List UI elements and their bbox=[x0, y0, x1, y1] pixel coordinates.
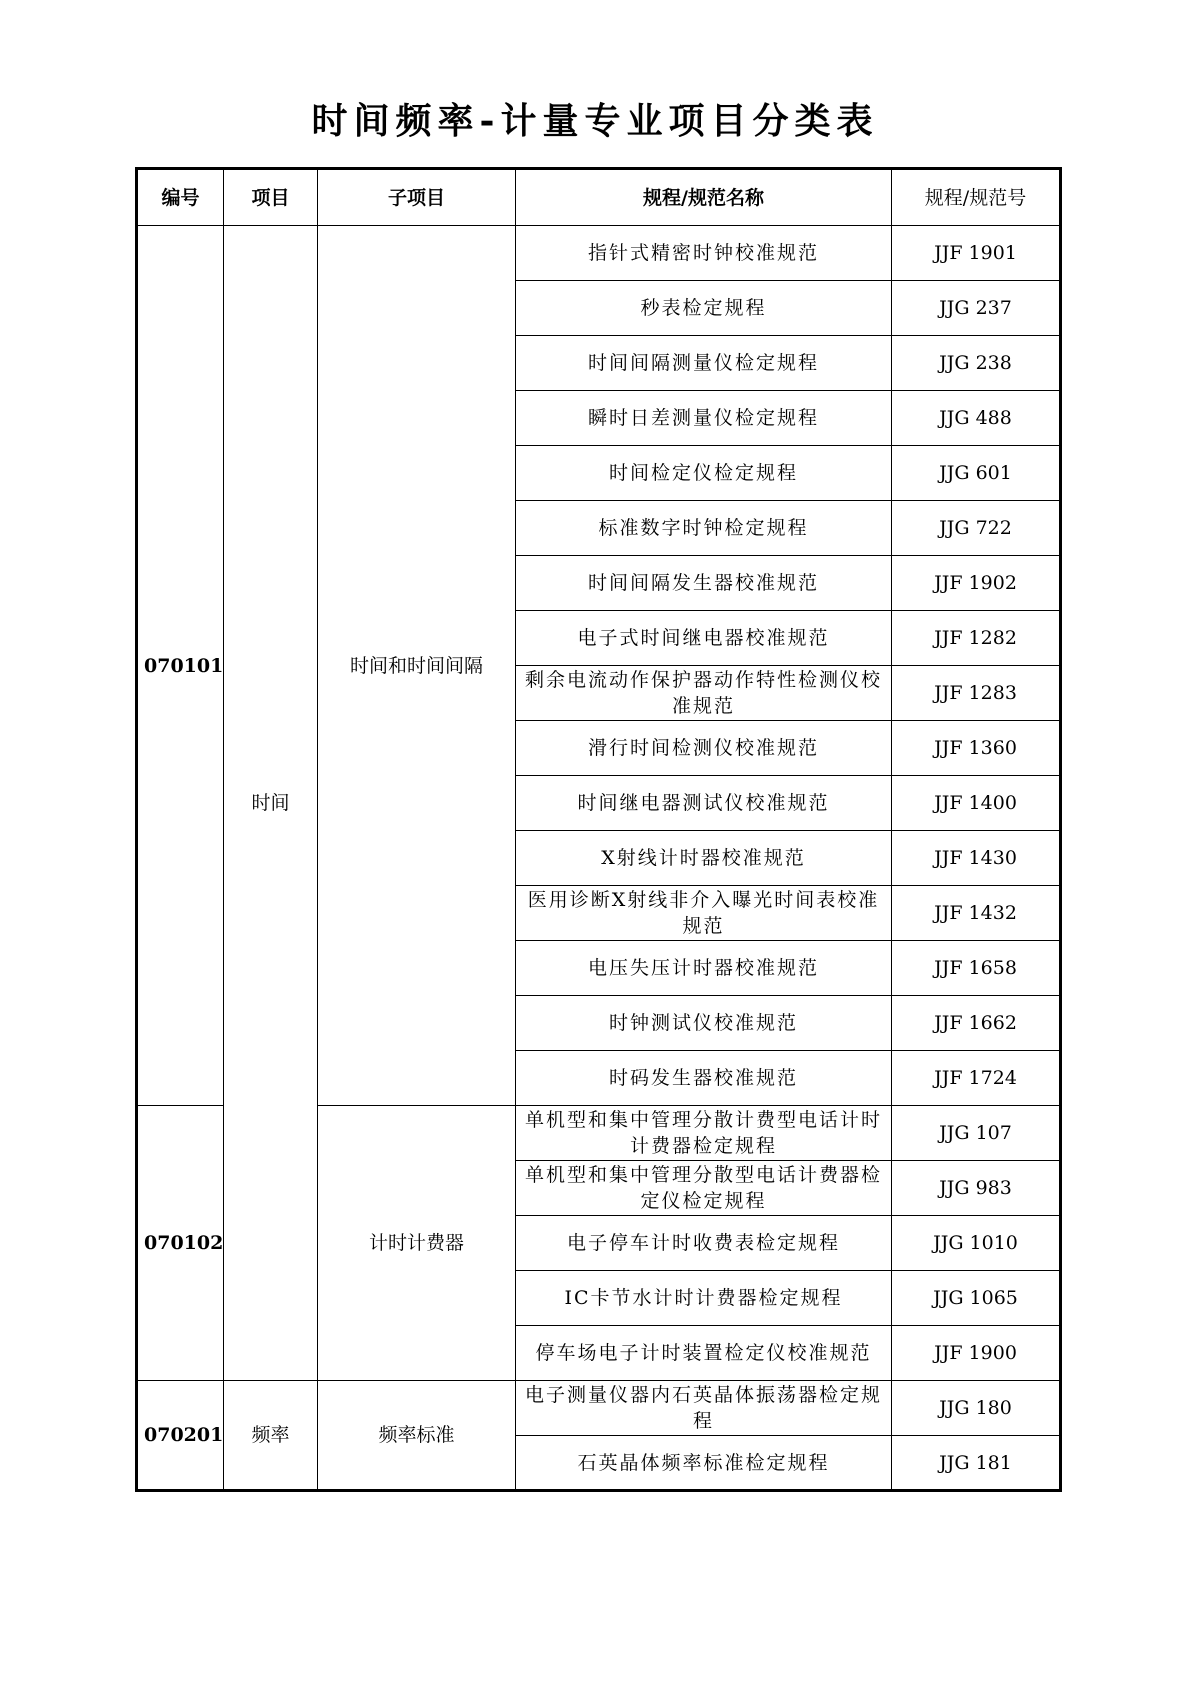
spec-name-cell: 时间间隔发生器校准规范 bbox=[516, 556, 892, 611]
header-code: 编号 bbox=[137, 169, 224, 226]
spec-name-cell: 停车场电子计时装置检定仪校准规范 bbox=[516, 1326, 892, 1381]
spec-name-cell: 电压失压计时器校准规范 bbox=[516, 941, 892, 996]
spec-number-cell: JJF 1724 bbox=[892, 1051, 1061, 1106]
header-subitem: 子项目 bbox=[318, 169, 516, 226]
header-name: 规程/规范名称 bbox=[516, 169, 892, 226]
spec-name-cell: 秒表检定规程 bbox=[516, 281, 892, 336]
spec-number-cell: JJF 1430 bbox=[892, 831, 1061, 886]
code-cell: 070101 bbox=[137, 226, 224, 1106]
spec-number-cell: JJG 722 bbox=[892, 501, 1061, 556]
spec-number-cell: JJG 601 bbox=[892, 446, 1061, 501]
spec-number-cell: JJF 1283 bbox=[892, 666, 1061, 721]
spec-name-cell: 剩余电流动作保护器动作特性检测仪校准规范 bbox=[516, 666, 892, 721]
spec-number-cell: JJG 1010 bbox=[892, 1216, 1061, 1271]
spec-number-cell: JJG 237 bbox=[892, 281, 1061, 336]
item-cell: 时间 bbox=[224, 226, 318, 1381]
spec-number-cell: JJG 488 bbox=[892, 391, 1061, 446]
spec-number-cell: JJF 1658 bbox=[892, 941, 1061, 996]
spec-number-cell: JJF 1360 bbox=[892, 721, 1061, 776]
header-row bbox=[137, 169, 1061, 226]
spec-name-cell: X射线计时器校准规范 bbox=[516, 831, 892, 886]
table-row bbox=[137, 1381, 1061, 1436]
subitem-cell: 时间和时间间隔 bbox=[318, 226, 516, 1106]
spec-name-cell: 指针式精密时钟校准规范 bbox=[516, 226, 892, 281]
header-number: 规程/规范号 bbox=[892, 169, 1061, 226]
subitem-cell: 频率标准 bbox=[318, 1381, 516, 1491]
table-row bbox=[137, 226, 1061, 281]
spec-name-cell: 时钟测试仪校准规范 bbox=[516, 996, 892, 1051]
item-cell: 频率 bbox=[224, 1381, 318, 1491]
spec-name-cell: 滑行时间检测仪校准规范 bbox=[516, 721, 892, 776]
spec-name-cell: 时间检定仪检定规程 bbox=[516, 446, 892, 501]
spec-name-cell: 石英晶体频率标准检定规程 bbox=[516, 1436, 892, 1491]
spec-number-cell: JJF 1662 bbox=[892, 996, 1061, 1051]
spec-number-cell: JJG 181 bbox=[892, 1436, 1061, 1491]
spec-number-cell: JJF 1432 bbox=[892, 886, 1061, 941]
spec-name-cell: 时码发生器校准规范 bbox=[516, 1051, 892, 1106]
spec-name-cell: 时间继电器测试仪校准规范 bbox=[516, 776, 892, 831]
page-title: 时间频率-计量专业项目分类表 bbox=[311, 100, 879, 142]
spec-number-cell: JJG 1065 bbox=[892, 1271, 1061, 1326]
spec-name-cell: 时间间隔测量仪检定规程 bbox=[516, 336, 892, 391]
header-item: 项目 bbox=[224, 169, 318, 226]
subitem-cell: 计时计费器 bbox=[318, 1106, 516, 1381]
spec-number-cell: JJF 1400 bbox=[892, 776, 1061, 831]
code-cell: 070201 bbox=[137, 1381, 224, 1491]
spec-number-cell: JJF 1902 bbox=[892, 556, 1061, 611]
spec-name-cell: 瞬时日差测量仪检定规程 bbox=[516, 391, 892, 446]
spec-number-cell: JJG 238 bbox=[892, 336, 1061, 391]
spec-name-cell: 单机型和集中管理分散型电话计费器检定仪检定规程 bbox=[516, 1161, 892, 1216]
spec-name-cell: 电子停车计时收费表检定规程 bbox=[516, 1216, 892, 1271]
spec-name-cell: 电子式时间继电器校准规范 bbox=[516, 611, 892, 666]
spec-name-cell: 标准数字时钟检定规程 bbox=[516, 501, 892, 556]
spec-number-cell: JJF 1282 bbox=[892, 611, 1061, 666]
spec-number-cell: JJG 107 bbox=[892, 1106, 1061, 1161]
spec-name-cell: 电子测量仪器内石英晶体振荡器检定规程 bbox=[516, 1381, 892, 1436]
spec-name-cell: IC卡节水计时计费器检定规程 bbox=[516, 1271, 892, 1326]
spec-number-cell: JJG 983 bbox=[892, 1161, 1061, 1216]
spec-number-cell: JJF 1901 bbox=[892, 226, 1061, 281]
classification-table bbox=[135, 167, 1062, 1492]
spec-name-cell: 医用诊断X射线非介入曝光时间表校准规范 bbox=[516, 886, 892, 941]
code-cell: 070102 bbox=[137, 1106, 224, 1381]
spec-number-cell: JJF 1900 bbox=[892, 1326, 1061, 1381]
spec-name-cell: 单机型和集中管理分散计费型电话计时计费器检定规程 bbox=[516, 1106, 892, 1161]
spec-number-cell: JJG 180 bbox=[892, 1381, 1061, 1436]
